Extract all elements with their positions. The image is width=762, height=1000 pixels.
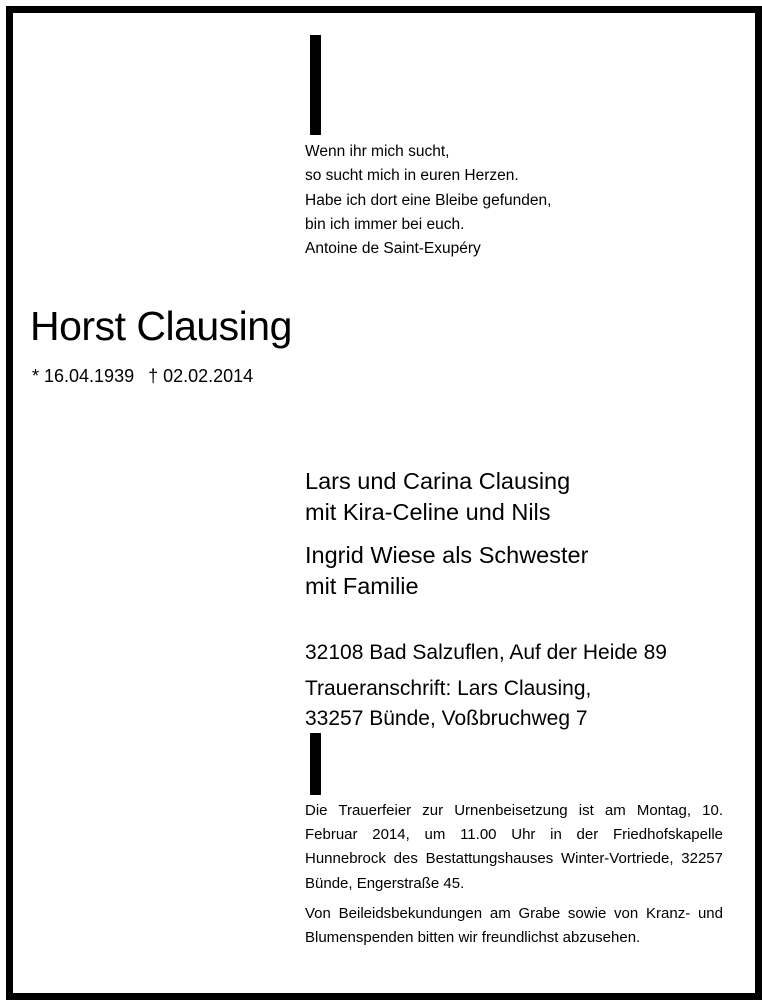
life-dates: [32, 366, 253, 388]
mourning-address: [305, 674, 591, 734]
condolence-request: Von Beileidsbekundungen am Grabe sowie von Kranz- und Blumenspenden bitten wir freundlichst abzusehen.: [305, 904, 723, 947]
mourner-line: mit Kira-Celine und Nils: [305, 499, 551, 525]
birth-date: * 16.04.1939: [32, 366, 135, 386]
quote-block: [305, 140, 551, 261]
mourner-line: Ingrid Wiese als Schwester: [305, 542, 589, 568]
quote-line: Habe ich dort eine Bleibe gefunden,: [305, 191, 552, 209]
death-date: † 02.02.2014: [148, 366, 254, 386]
ceremony-text: Die Trauerfeier zur Urnenbeisetzung ist am Montag, 10. Februar 2014, um 11.00 Uhr in der Friedhofskapelle Hunnebrock des Bestattungshauses Winter-Vortriede, 32257 Bünde, Engerstraße 45.: [305, 802, 723, 892]
residence-address: 32108 Bad Salzuflen, Auf der Heide 89: [305, 641, 667, 664]
decorative-bar-top: [310, 35, 321, 135]
quote-author: Antoine de Saint-Exupéry: [305, 240, 481, 258]
mourner-group: [305, 540, 588, 602]
mourning-address-label: Traueranschrift: Lars Clausing,: [305, 677, 592, 700]
mourner-group: [305, 466, 570, 528]
deceased-name: Horst Clausing: [30, 303, 292, 349]
quote-line: bin ich immer bei euch.: [305, 215, 465, 233]
mourning-address-street: 33257 Bünde, Voßbruchweg 7: [305, 707, 588, 730]
mourner-line: mit Familie: [305, 573, 419, 599]
quote-line: so sucht mich in euren Herzen.: [305, 167, 519, 185]
mourner-line: Lars und Carina Clausing: [305, 468, 571, 494]
quote-line: Wenn ihr mich sucht,: [305, 143, 450, 160]
funeral-notice: [305, 799, 723, 950]
decorative-bar-bottom: [310, 733, 321, 795]
